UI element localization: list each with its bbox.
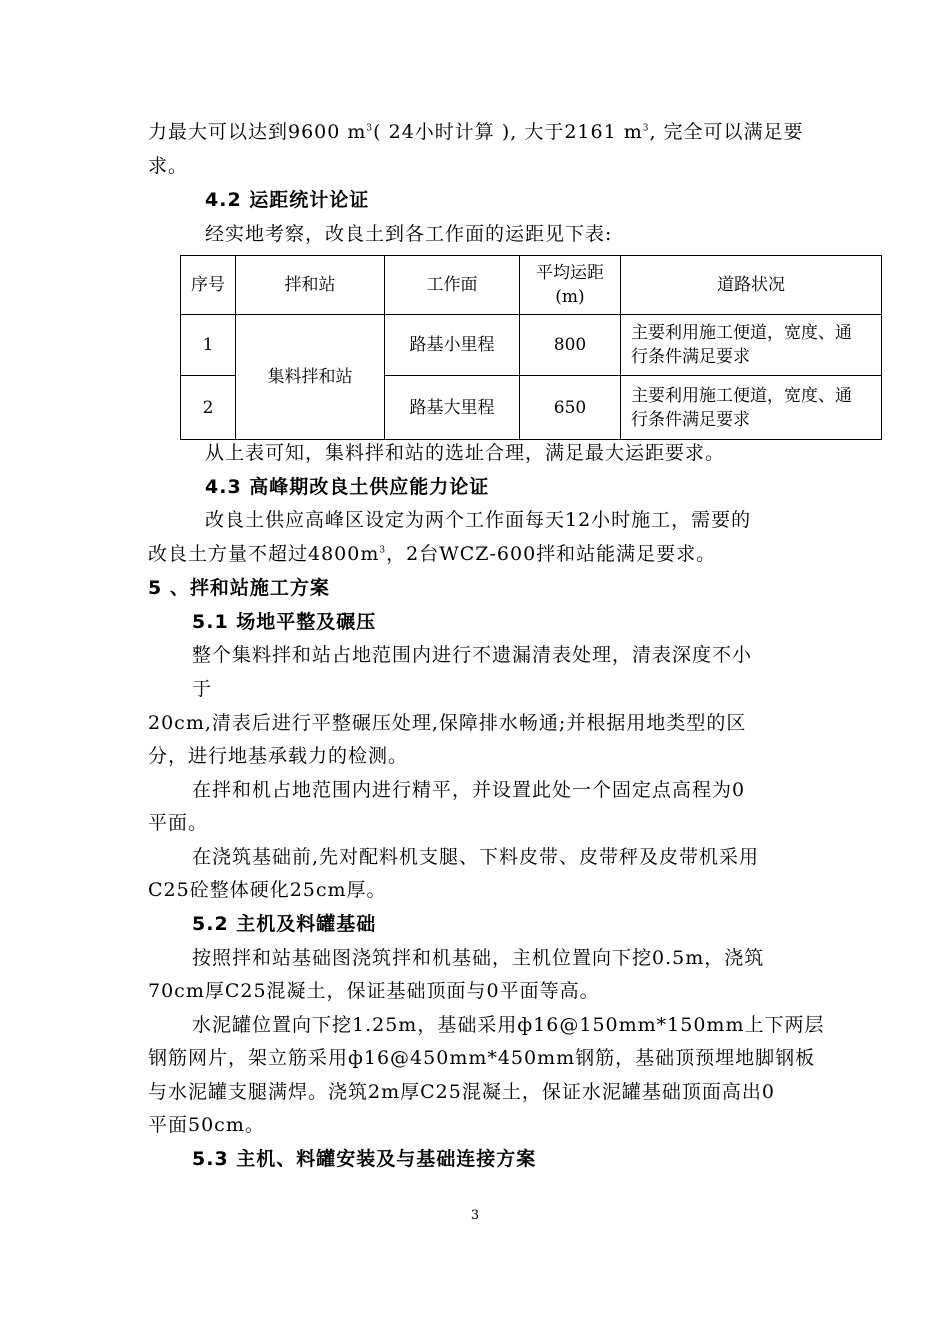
cell-no: 2 — [181, 376, 236, 440]
table-header-row — [181, 256, 882, 315]
paragraph-line: 在浇筑基础前,先对配料机支腿、下料皮带、皮带秤及皮带机采用 — [192, 846, 760, 868]
cell-face: 路基大里程 — [385, 376, 520, 440]
paragraph-line: 改良土方量不超过$4800m^3$，2台WCZ-600拌和站能满足要求。 — [148, 543, 717, 565]
paragraph-line: 经实地考察，改良土到各工作面的运距见下表: — [205, 223, 613, 245]
section-heading-5-3: 5.3 主机、料罐安装及与基础连接方案 — [192, 1148, 537, 1170]
cell-distance: 650 — [520, 376, 621, 440]
paragraph-line: 在拌和机占地范围内进行精平，并设置此处一个固定点高程为0 — [192, 779, 746, 801]
paragraph-line: 从上表可知，集料拌和站的选址合理，满足最大运距要求。 — [205, 442, 726, 464]
paragraph-line: C25砼整体硬化25cm厚。 — [148, 879, 387, 901]
cell-station: 集料拌和站 — [236, 315, 385, 440]
header-distance: 平均运距 (m) — [520, 256, 621, 315]
header-face: 工作面 — [385, 256, 520, 315]
section-heading-5: 5 、拌和站施工方案 — [148, 577, 330, 599]
paragraph-line: 改良土供应高峰区设定为两个工作面每天12小时施工，需要的 — [205, 509, 752, 531]
distance-table — [180, 255, 882, 440]
header-road: 道路状况 — [621, 256, 882, 315]
cell-road: 主要利用施工便道，宽度、通 行条件满足要求 — [621, 315, 882, 376]
cell-no: 1 — [181, 315, 236, 376]
paragraph-line: 求。 — [148, 155, 189, 177]
table-row — [181, 315, 882, 376]
section-heading-4-3: 4.3 高峰期改良土供应能力论证 — [205, 476, 490, 498]
paragraph-line: 与水泥罐支腿满焊。浇筑2m厚C25混凝土，保证水泥罐基础顶面高出0 — [148, 1081, 775, 1103]
paragraph-line: 平面。 — [148, 812, 209, 834]
cell-distance: 800 — [520, 315, 621, 376]
header-no: 序号 — [181, 256, 236, 315]
paragraph-line: 整个集料拌和站占地范围内进行不遗漏清表处理，清表深度不小 — [192, 644, 753, 666]
paragraph-line: 按照拌和站基础图浇筑拌和机基础，主机位置向下挖0.5m，浇筑 — [192, 947, 765, 969]
paragraph-line: 钢筋网片，架立筋采用ф16@450mm*450mm钢筋，基础顶预埋地脚钢板 — [148, 1047, 816, 1069]
paragraph-line: 分，进行地基承载力的检测。 — [148, 745, 409, 767]
cell-road: 主要利用施工便道，宽度、通 行条件满足要求 — [621, 376, 882, 440]
paragraph-line: 20cm,清表后进行平整碾压处理,保障排水畅通;并根据用地类型的区 — [148, 712, 747, 734]
paragraph-line: 力最大可以达到9600 $m^3$( 24小时计算 ), 大于2161 $m^3$, 完全可以满足要 — [148, 121, 804, 143]
section-heading-5-2: 5.2 主机及料罐基础 — [192, 913, 377, 935]
section-heading-5-1: 5.1 场地平整及碾压 — [192, 611, 377, 633]
paragraph-line: 水泥罐位置向下挖1.25m，基础采用ф16@150mm*150mm上下两层 — [192, 1014, 825, 1036]
paragraph-line: 70cm厚C25混凝土，保证基础顶面与0平面等高。 — [148, 980, 600, 1002]
cell-face: 路基小里程 — [385, 315, 520, 376]
header-station: 拌和站 — [236, 256, 385, 315]
paragraph-line: 平面50cm。 — [148, 1114, 265, 1136]
paragraph-line: 于 — [192, 678, 213, 700]
page-number: 3 — [470, 1208, 480, 1223]
section-heading-4-2: 4.2 运距统计论证 — [205, 189, 370, 211]
